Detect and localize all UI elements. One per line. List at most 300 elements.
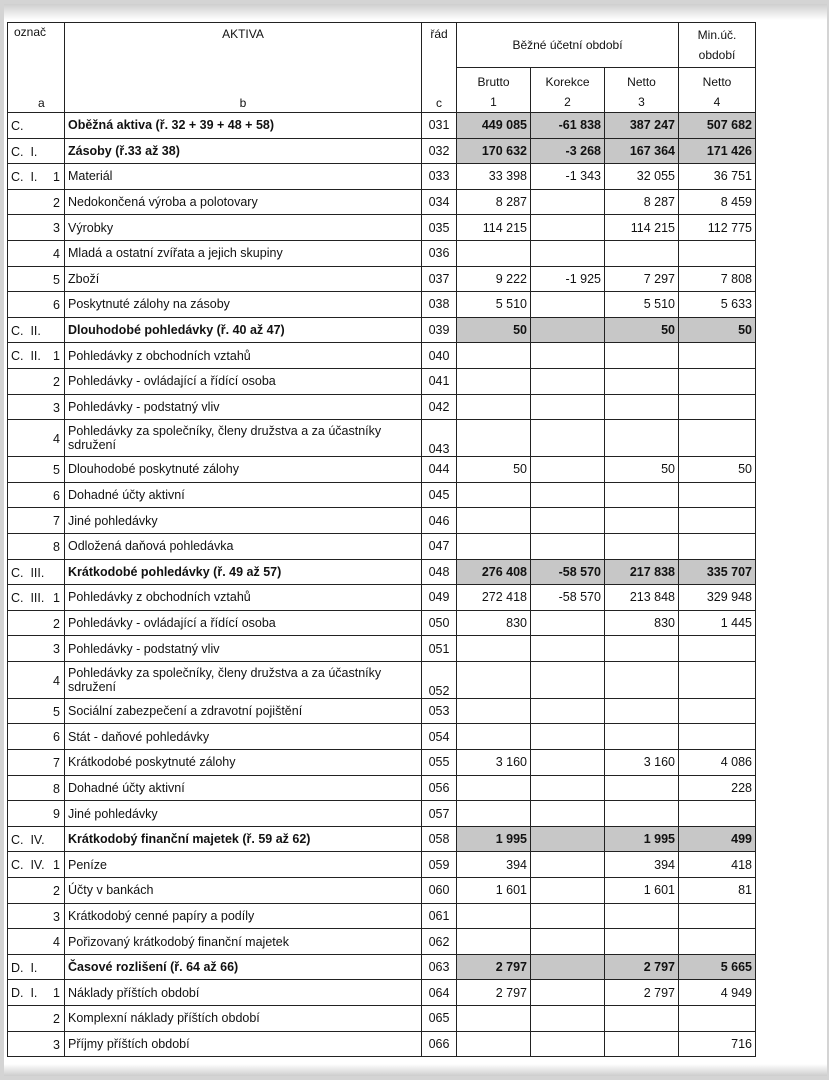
row-label: Pohledávky za společníky, členy družstva a za účastníky sdružení — [65, 420, 422, 457]
table-row — [8, 164, 756, 190]
value-previous-netto — [679, 240, 756, 266]
value-brutto — [457, 420, 531, 457]
value-netto: 2 797 — [605, 980, 679, 1006]
value-netto — [605, 482, 679, 508]
value-netto: 213 848 — [605, 585, 679, 611]
row-designation-letter: C. III. — [11, 565, 45, 580]
row-label: Pořizovaný krátkodobý finanční majetek — [65, 929, 422, 955]
value-netto — [605, 903, 679, 929]
header-col-c: c — [436, 96, 442, 110]
table-row — [8, 852, 756, 878]
value-brutto — [457, 929, 531, 955]
value-brutto: 50 — [457, 457, 531, 483]
value-korekce — [531, 929, 605, 955]
value-brutto: 3 160 — [457, 750, 531, 776]
row-label: Zásoby (ř.33 až 38) — [65, 138, 422, 164]
header-prev-num: 4 — [713, 95, 721, 109]
value-korekce — [531, 698, 605, 724]
row-designation-number: 3 — [53, 400, 60, 415]
table-row — [8, 240, 756, 266]
row-label: Jiné pohledávky — [65, 801, 422, 827]
row-label: Příjmy příštích období — [65, 1031, 422, 1057]
value-previous-netto: 716 — [679, 1031, 756, 1057]
row-designation-letter: C. III. — [11, 591, 45, 606]
header-prev-netto: Netto — [702, 75, 732, 89]
row-designation — [8, 954, 65, 980]
table-row — [8, 1006, 756, 1032]
table-row — [8, 394, 756, 420]
row-code: 035 — [422, 215, 457, 241]
value-netto: 3 160 — [605, 750, 679, 776]
value-brutto: 5 510 — [457, 292, 531, 318]
value-brutto: 170 632 — [457, 138, 531, 164]
row-label: Dohadné účty aktivní — [65, 775, 422, 801]
value-netto — [605, 240, 679, 266]
value-netto — [605, 801, 679, 827]
table-row — [8, 292, 756, 318]
value-brutto: 1 601 — [457, 878, 531, 904]
row-code: 058 — [422, 826, 457, 852]
header-col-b: b — [239, 96, 247, 110]
value-korekce — [531, 903, 605, 929]
row-designation — [8, 750, 65, 776]
row-label: Jiné pohledávky — [65, 508, 422, 534]
value-previous-netto: 1 445 — [679, 610, 756, 636]
value-korekce: -58 570 — [531, 559, 605, 585]
value-previous-netto — [679, 394, 756, 420]
value-previous-netto: 50 — [679, 457, 756, 483]
row-code: 032 — [422, 138, 457, 164]
value-netto — [605, 775, 679, 801]
value-brutto — [457, 661, 531, 698]
header-korekce: Korekce — [545, 75, 590, 89]
row-designation-number: 3 — [53, 1037, 60, 1052]
header-netto-num: 3 — [638, 95, 645, 109]
row-code: 045 — [422, 482, 457, 508]
table-row — [8, 661, 756, 698]
row-designation-number: 8 — [53, 539, 60, 554]
value-previous-netto: 228 — [679, 775, 756, 801]
value-brutto: 272 418 — [457, 585, 531, 611]
value-brutto: 9 222 — [457, 266, 531, 292]
row-label: Komplexní náklady příštích období — [65, 1006, 422, 1032]
header-prev-line1: Min.úč. — [697, 28, 737, 42]
row-designation — [8, 164, 65, 190]
row-code: 049 — [422, 585, 457, 611]
row-designation-letter: C. I. — [11, 144, 38, 159]
row-label: Náklady příštích období — [65, 980, 422, 1006]
value-korekce — [531, 1006, 605, 1032]
value-brutto: 276 408 — [457, 559, 531, 585]
row-designation-number: 3 — [53, 909, 60, 924]
row-label: Krátkodobý cenné papíry a podíly — [65, 903, 422, 929]
header-oznac: označ — [14, 25, 47, 39]
table-row — [8, 878, 756, 904]
value-brutto: 50 — [457, 317, 531, 343]
row-designation — [8, 980, 65, 1006]
table-row — [8, 903, 756, 929]
value-previous-netto: 8 459 — [679, 189, 756, 215]
value-netto — [605, 533, 679, 559]
value-brutto — [457, 240, 531, 266]
row-code: 036 — [422, 240, 457, 266]
row-designation-number: 7 — [53, 514, 60, 529]
value-brutto — [457, 368, 531, 394]
row-label: Oběžná aktiva (ř. 32 + 39 + 48 + 58) — [65, 113, 422, 139]
table-row — [8, 457, 756, 483]
row-code: 062 — [422, 929, 457, 955]
header-prev-period-cell — [679, 23, 756, 68]
table-row — [8, 113, 756, 139]
table-row — [8, 724, 756, 750]
row-designation-number: 1 — [53, 591, 60, 606]
value-netto: 5 510 — [605, 292, 679, 318]
row-designation — [8, 585, 65, 611]
header-brutto-cell — [457, 68, 531, 113]
table-row — [8, 826, 756, 852]
value-korekce: -58 570 — [531, 585, 605, 611]
header-aktiva: AKTIVA — [222, 27, 264, 41]
value-korekce — [531, 878, 605, 904]
value-previous-netto — [679, 801, 756, 827]
value-brutto: 830 — [457, 610, 531, 636]
row-label: Sociální zabezpečení a zdravotní pojištění — [65, 698, 422, 724]
table-row — [8, 698, 756, 724]
row-designation-number: 7 — [53, 756, 60, 771]
row-label: Pohledávky za společníky, členy družstva a za účastníky sdružení — [65, 661, 422, 698]
table-row — [8, 266, 756, 292]
value-previous-netto — [679, 482, 756, 508]
row-designation-number: 2 — [53, 616, 60, 631]
value-previous-netto — [679, 903, 756, 929]
value-brutto — [457, 1031, 531, 1057]
value-korekce — [531, 750, 605, 776]
value-brutto: 394 — [457, 852, 531, 878]
row-code: 043 — [422, 420, 457, 457]
value-korekce — [531, 343, 605, 369]
value-korekce: -1 343 — [531, 164, 605, 190]
value-netto — [605, 1006, 679, 1032]
row-designation — [8, 1006, 65, 1032]
row-label: Poskytnuté zálohy na zásoby — [65, 292, 422, 318]
row-code: 056 — [422, 775, 457, 801]
header-oznac-cell — [8, 23, 65, 113]
header-aktiva-cell — [65, 23, 422, 113]
table-row — [8, 636, 756, 662]
row-code: 047 — [422, 533, 457, 559]
row-label: Stát - daňové pohledávky — [65, 724, 422, 750]
row-designation-number: 6 — [53, 730, 60, 745]
row-code: 031 — [422, 113, 457, 139]
value-korekce — [531, 661, 605, 698]
row-designation — [8, 610, 65, 636]
row-designation-number: 4 — [53, 432, 60, 447]
value-previous-netto: 499 — [679, 826, 756, 852]
row-label: Materiál — [65, 164, 422, 190]
row-designation-number: 1 — [53, 858, 60, 873]
value-previous-netto: 5 633 — [679, 292, 756, 318]
row-code: 046 — [422, 508, 457, 534]
value-brutto: 1 995 — [457, 826, 531, 852]
header-brutto: Brutto — [477, 75, 510, 89]
row-designation — [8, 559, 65, 585]
value-korekce — [531, 240, 605, 266]
row-code: 066 — [422, 1031, 457, 1057]
value-korekce — [531, 482, 605, 508]
value-korekce — [531, 189, 605, 215]
row-code: 039 — [422, 317, 457, 343]
row-designation — [8, 508, 65, 534]
value-netto — [605, 698, 679, 724]
value-korekce — [531, 636, 605, 662]
value-netto: 394 — [605, 852, 679, 878]
value-previous-netto: 4 086 — [679, 750, 756, 776]
row-code: 037 — [422, 266, 457, 292]
row-designation — [8, 533, 65, 559]
value-previous-netto: 335 707 — [679, 559, 756, 585]
value-previous-netto — [679, 698, 756, 724]
table-row — [8, 559, 756, 585]
value-korekce — [531, 292, 605, 318]
row-code: 042 — [422, 394, 457, 420]
value-previous-netto — [679, 661, 756, 698]
row-designation-letter: C. — [11, 119, 24, 133]
header-rad: řád — [430, 27, 448, 41]
value-netto: 7 297 — [605, 266, 679, 292]
table-row — [8, 138, 756, 164]
value-brutto — [457, 482, 531, 508]
value-korekce — [531, 508, 605, 534]
row-designation — [8, 189, 65, 215]
value-korekce — [531, 317, 605, 343]
table-row — [8, 929, 756, 955]
row-code: 054 — [422, 724, 457, 750]
row-label: Mladá a ostatní zvířata a jejich skupiny — [65, 240, 422, 266]
value-netto — [605, 1031, 679, 1057]
value-previous-netto — [679, 368, 756, 394]
value-brutto — [457, 903, 531, 929]
row-code: 055 — [422, 750, 457, 776]
row-designation-letter: D. I. — [11, 986, 38, 1001]
header-brutto-num: 1 — [490, 95, 497, 109]
value-brutto — [457, 724, 531, 750]
table-row — [8, 482, 756, 508]
value-netto: 50 — [605, 317, 679, 343]
row-designation — [8, 826, 65, 852]
value-korekce — [531, 215, 605, 241]
value-netto: 1 995 — [605, 826, 679, 852]
value-netto: 217 838 — [605, 559, 679, 585]
header-rad-cell — [422, 23, 457, 113]
row-designation — [8, 292, 65, 318]
value-brutto — [457, 775, 531, 801]
table-row — [8, 954, 756, 980]
row-code: 040 — [422, 343, 457, 369]
row-label: Pohledávky - ovládající a řídící osoba — [65, 368, 422, 394]
row-designation-number: 9 — [53, 807, 60, 822]
value-korekce: -1 925 — [531, 266, 605, 292]
row-designation — [8, 878, 65, 904]
table-row — [8, 420, 756, 457]
value-netto: 167 364 — [605, 138, 679, 164]
row-designation-number: 6 — [53, 298, 60, 313]
row-designation — [8, 215, 65, 241]
row-designation-letter: C. I. — [11, 170, 38, 185]
header-korekce-cell — [531, 68, 605, 113]
row-designation — [8, 724, 65, 750]
value-korekce — [531, 368, 605, 394]
value-korekce — [531, 852, 605, 878]
row-designation — [8, 394, 65, 420]
row-designation-number: 2 — [53, 374, 60, 389]
value-previous-netto — [679, 533, 756, 559]
value-netto — [605, 368, 679, 394]
value-previous-netto: 5 665 — [679, 954, 756, 980]
value-brutto — [457, 636, 531, 662]
assets-table — [7, 22, 756, 1057]
value-netto: 8 287 — [605, 189, 679, 215]
value-korekce — [531, 394, 605, 420]
row-label: Účty v bankách — [65, 878, 422, 904]
row-label: Dlouhodobé poskytnuté zálohy — [65, 457, 422, 483]
row-code: 052 — [422, 661, 457, 698]
row-designation — [8, 775, 65, 801]
row-designation — [8, 457, 65, 483]
value-netto — [605, 508, 679, 534]
value-brutto — [457, 1006, 531, 1032]
row-designation-number: 4 — [53, 673, 60, 688]
table-row — [8, 980, 756, 1006]
row-designation-number: 3 — [53, 221, 60, 236]
value-korekce — [531, 610, 605, 636]
value-netto: 387 247 — [605, 113, 679, 139]
row-designation — [8, 852, 65, 878]
value-previous-netto — [679, 343, 756, 369]
row-designation-number: 1 — [53, 986, 60, 1001]
row-designation — [8, 343, 65, 369]
row-designation-number: 4 — [53, 246, 60, 261]
value-netto — [605, 724, 679, 750]
row-designation — [8, 636, 65, 662]
row-code: 060 — [422, 878, 457, 904]
table-row — [8, 317, 756, 343]
row-designation — [8, 1031, 65, 1057]
value-netto — [605, 420, 679, 457]
row-code: 033 — [422, 164, 457, 190]
row-code: 057 — [422, 801, 457, 827]
header-netto: Netto — [627, 75, 656, 89]
row-label: Peníze — [65, 852, 422, 878]
row-designation-number: 8 — [53, 781, 60, 796]
value-brutto — [457, 508, 531, 534]
value-korekce — [531, 1031, 605, 1057]
row-label: Pohledávky z obchodních vztahů — [65, 585, 422, 611]
table-row — [8, 585, 756, 611]
row-designation — [8, 240, 65, 266]
value-netto — [605, 343, 679, 369]
row-code: 034 — [422, 189, 457, 215]
value-previous-netto: 112 775 — [679, 215, 756, 241]
value-brutto: 33 398 — [457, 164, 531, 190]
value-brutto — [457, 343, 531, 369]
value-korekce — [531, 801, 605, 827]
value-korekce — [531, 954, 605, 980]
row-designation-number: 5 — [53, 704, 60, 719]
row-designation — [8, 368, 65, 394]
row-label: Odložená daňová pohledávka — [65, 533, 422, 559]
row-code: 051 — [422, 636, 457, 662]
row-designation — [8, 138, 65, 164]
value-previous-netto — [679, 724, 756, 750]
table-row — [8, 1031, 756, 1057]
row-designation — [8, 929, 65, 955]
balance-sheet-page — [4, 4, 827, 1076]
value-brutto — [457, 394, 531, 420]
value-previous-netto — [679, 636, 756, 662]
row-code: 050 — [422, 610, 457, 636]
row-label: Dlouhodobé pohledávky (ř. 40 až 47) — [65, 317, 422, 343]
header-current-period: Běžné účetní období — [457, 23, 679, 68]
row-designation — [8, 266, 65, 292]
value-netto — [605, 929, 679, 955]
value-previous-netto: 50 — [679, 317, 756, 343]
value-netto: 830 — [605, 610, 679, 636]
value-netto: 50 — [605, 457, 679, 483]
row-code: 044 — [422, 457, 457, 483]
value-brutto: 2 797 — [457, 954, 531, 980]
value-brutto: 8 287 — [457, 189, 531, 215]
row-label: Pohledávky z obchodních vztahů — [65, 343, 422, 369]
value-netto: 2 797 — [605, 954, 679, 980]
value-korekce — [531, 775, 605, 801]
value-previous-netto — [679, 420, 756, 457]
table-row — [8, 610, 756, 636]
row-label: Zboží — [65, 266, 422, 292]
header-prev-netto-cell — [679, 68, 756, 113]
row-label: Výrobky — [65, 215, 422, 241]
row-code: 064 — [422, 980, 457, 1006]
value-previous-netto: 507 682 — [679, 113, 756, 139]
row-code: 065 — [422, 1006, 457, 1032]
value-netto — [605, 661, 679, 698]
value-previous-netto: 329 948 — [679, 585, 756, 611]
row-label: Dohadné účty aktivní — [65, 482, 422, 508]
value-brutto: 114 215 — [457, 215, 531, 241]
row-designation-number: 5 — [53, 272, 60, 287]
value-korekce: -61 838 — [531, 113, 605, 139]
value-previous-netto — [679, 508, 756, 534]
row-designation-number: 4 — [53, 935, 60, 950]
value-korekce — [531, 457, 605, 483]
value-previous-netto: 81 — [679, 878, 756, 904]
row-label: Krátkodobé poskytnuté zálohy — [65, 750, 422, 776]
value-netto: 32 055 — [605, 164, 679, 190]
row-designation-letter: C. IV. — [11, 832, 45, 847]
value-previous-netto: 4 949 — [679, 980, 756, 1006]
row-code: 048 — [422, 559, 457, 585]
table-row — [8, 343, 756, 369]
table-row — [8, 368, 756, 394]
row-designation — [8, 801, 65, 827]
table-row — [8, 775, 756, 801]
scan-bottom-edge — [4, 1064, 827, 1076]
row-label: Krátkodobé pohledávky (ř. 49 až 57) — [65, 559, 422, 585]
header-row-top — [8, 23, 756, 68]
value-previous-netto: 418 — [679, 852, 756, 878]
table-row — [8, 189, 756, 215]
value-brutto — [457, 698, 531, 724]
table-row — [8, 508, 756, 534]
